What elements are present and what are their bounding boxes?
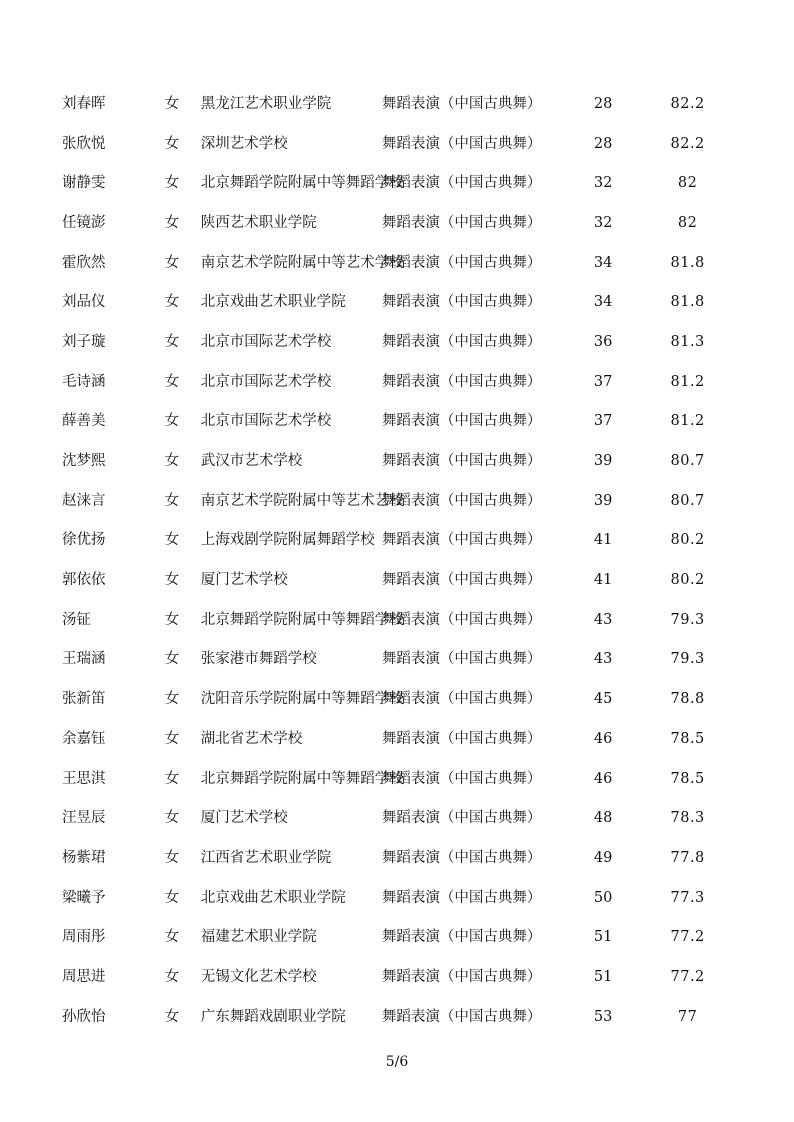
results-table-body [62,84,742,1037]
student-gender: 女 [164,532,180,549]
student-score: 81.2 [670,373,705,390]
page-number: 5/6 [385,1054,409,1070]
student-gender: 女 [164,611,180,628]
student-major: 舞蹈表演（中国古典舞） [381,453,542,470]
student-major: 舞蹈表演（中国古典舞） [381,849,542,866]
table-row [62,957,742,997]
student-major: 舞蹈表演（中国古典舞） [381,810,542,827]
student-name: 沈梦熙 [62,453,106,470]
student-gender: 女 [164,810,180,827]
student-school: 北京市国际艺术学校 [200,333,332,350]
student-name: 刘春晖 [62,95,106,112]
student-major: 舞蹈表演（中国古典舞） [381,929,542,946]
table-row [62,521,742,561]
student-gender: 女 [164,889,180,906]
student-score: 80.2 [670,532,705,549]
student-score: 80.2 [670,572,705,589]
student-major: 舞蹈表演（中国古典舞） [381,691,542,708]
student-school: 北京舞蹈学院附属中等舞蹈学校 [200,770,404,787]
table-row [62,203,742,243]
student-score: 81.2 [670,413,705,430]
student-school: 北京市国际艺术学校 [200,373,332,390]
table-row [62,124,742,164]
student-name: 汪昱辰 [62,810,106,827]
student-school: 福建艺术职业学院 [200,929,317,946]
student-school: 江西省艺术职业学院 [200,849,332,866]
table-row [62,402,742,442]
student-school: 广东舞蹈戏剧职业学院 [200,1008,346,1025]
student-name: 汤钲 [62,611,91,628]
student-school: 厦门艺术学校 [200,572,288,589]
student-school: 南京艺术学院附属中等艺术学校 [200,254,404,271]
student-score: 78.5 [670,770,705,787]
results-table [62,84,742,1037]
student-major: 舞蹈表演（中国古典舞） [381,135,542,152]
table-row [62,640,742,680]
table-row [62,322,742,362]
student-school: 北京市国际艺术学校 [200,413,332,430]
student-school: 武汉市艺术学校 [200,453,303,470]
student-rank: 46 [593,730,613,747]
student-gender: 女 [164,373,180,390]
student-rank: 46 [593,770,613,787]
table-row [62,282,742,322]
student-school: 湖北省艺术学校 [200,730,303,747]
student-name: 周雨彤 [62,929,106,946]
student-name: 张新笛 [62,691,106,708]
student-score: 81.8 [670,294,705,311]
student-rank: 41 [593,532,613,549]
student-gender: 女 [164,214,180,231]
student-major: 舞蹈表演（中国古典舞） [381,492,542,509]
student-name: 张欣悦 [62,135,106,152]
student-rank: 28 [593,135,613,152]
student-gender: 女 [164,1008,180,1025]
student-rank: 36 [593,333,613,350]
student-score: 82 [677,175,698,192]
student-major: 舞蹈表演（中国古典舞） [381,413,542,430]
student-name: 徐优扬 [62,532,106,549]
student-major: 舞蹈表演（中国古典舞） [381,373,542,390]
student-school: 北京戏曲艺术职业学院 [200,294,346,311]
student-name: 周思进 [62,968,106,985]
student-major: 舞蹈表演（中国古典舞） [381,95,542,112]
student-gender: 女 [164,730,180,747]
student-rank: 37 [593,373,613,390]
student-rank: 39 [593,453,613,470]
table-row [62,997,742,1037]
student-gender: 女 [164,135,180,152]
student-name: 任镜澎 [62,214,106,231]
student-major: 舞蹈表演（中国古典舞） [381,770,542,787]
student-major: 舞蹈表演（中国古典舞） [381,968,542,985]
student-name: 梁曦予 [62,889,106,906]
student-rank: 37 [593,413,613,430]
student-school: 张家港市舞蹈学校 [200,651,317,668]
student-name: 薛善美 [62,413,106,430]
student-major: 舞蹈表演（中国古典舞） [381,1008,542,1025]
student-school: 深圳艺术学校 [200,135,288,152]
student-major: 舞蹈表演（中国古典舞） [381,294,542,311]
student-gender: 女 [164,968,180,985]
student-rank: 34 [593,254,613,271]
student-rank: 32 [593,214,613,231]
student-name: 谢静雯 [62,175,106,192]
student-major: 舞蹈表演（中国古典舞） [381,572,542,589]
table-row [62,600,742,640]
table-row [62,878,742,918]
table-row [62,719,742,759]
student-score: 78.8 [670,691,705,708]
student-score: 77.8 [670,849,705,866]
table-row [62,679,742,719]
student-major: 舞蹈表演（中国古典舞） [381,214,542,231]
student-score: 81.3 [670,333,705,350]
student-school: 厦门艺术学校 [200,810,288,827]
student-score: 78.3 [670,810,705,827]
student-gender: 女 [164,95,180,112]
student-school: 上海戏剧学院附属舞蹈学校 [200,532,375,549]
student-gender: 女 [164,492,180,509]
student-school: 北京戏曲艺术职业学院 [200,889,346,906]
table-row [62,243,742,283]
student-gender: 女 [164,294,180,311]
student-rank: 32 [593,175,613,192]
student-name: 毛诗涵 [62,373,106,390]
student-school: 北京舞蹈学院附属中等舞蹈学校 [200,611,404,628]
student-name: 霍欣然 [62,254,106,271]
student-school: 无锡文化艺术学校 [200,968,317,985]
student-gender: 女 [164,254,180,271]
student-major: 舞蹈表演（中国古典舞） [381,651,542,668]
table-row [62,163,742,203]
student-major: 舞蹈表演（中国古典舞） [381,532,542,549]
student-score: 82 [677,214,698,231]
student-rank: 43 [593,651,613,668]
student-name: 王瑞涵 [62,651,106,668]
student-gender: 女 [164,413,180,430]
student-gender: 女 [164,929,180,946]
student-score: 79.3 [670,611,705,628]
table-row [62,917,742,957]
student-gender: 女 [164,651,180,668]
student-major: 舞蹈表演（中国古典舞） [381,611,542,628]
student-gender: 女 [164,849,180,866]
student-score: 77.3 [670,889,705,906]
table-row [62,84,742,124]
student-school: 沈阳音乐学院附属中等舞蹈学校 [200,691,404,708]
student-name: 孙欣怡 [62,1008,106,1025]
student-score: 82.2 [670,135,705,152]
student-major: 舞蹈表演（中国古典舞） [381,175,542,192]
table-row [62,798,742,838]
student-score: 77.2 [670,929,705,946]
student-score: 82.2 [670,95,705,112]
student-rank: 43 [593,611,613,628]
table-row [62,441,742,481]
student-gender: 女 [164,770,180,787]
student-rank: 48 [593,810,613,827]
student-gender: 女 [164,572,180,589]
student-score: 80.7 [670,492,705,509]
student-name: 刘品仪 [62,294,106,311]
student-rank: 51 [593,968,613,985]
student-name: 杨紫珺 [62,849,106,866]
student-rank: 50 [593,889,613,906]
student-school: 黑龙江艺术职业学院 [200,95,332,112]
student-score: 78.5 [670,730,705,747]
table-row [62,481,742,521]
student-major: 舞蹈表演（中国古典舞） [381,889,542,906]
table-row [62,759,742,799]
student-rank: 41 [593,572,613,589]
student-rank: 28 [593,95,613,112]
student-rank: 49 [593,849,613,866]
student-gender: 女 [164,691,180,708]
student-name: 王思淇 [62,770,106,787]
student-score: 77 [677,1008,698,1025]
table-row [62,362,742,402]
student-major: 舞蹈表演（中国古典舞） [381,730,542,747]
student-score: 81.8 [670,254,705,271]
table-row [62,838,742,878]
student-rank: 39 [593,492,613,509]
student-gender: 女 [164,333,180,350]
student-name: 刘子璇 [62,333,106,350]
student-score: 80.7 [670,453,705,470]
student-gender: 女 [164,453,180,470]
student-name: 赵涞言 [62,492,106,509]
student-school: 陕西艺术职业学院 [200,214,317,231]
student-rank: 53 [593,1008,613,1025]
student-major: 舞蹈表演（中国古典舞） [381,333,542,350]
student-rank: 51 [593,929,613,946]
student-gender: 女 [164,175,180,192]
student-major: 舞蹈表演（中国古典舞） [381,254,542,271]
student-rank: 34 [593,294,613,311]
student-name: 郭依依 [62,572,106,589]
student-name: 余嘉钰 [62,730,106,747]
table-row [62,560,742,600]
student-score: 79.3 [670,651,705,668]
student-score: 77.2 [670,968,705,985]
student-rank: 45 [593,691,613,708]
student-school: 北京舞蹈学院附属中等舞蹈学校 [200,175,404,192]
student-school: 南京艺术学院附属中等艺术艺校 [200,492,404,509]
